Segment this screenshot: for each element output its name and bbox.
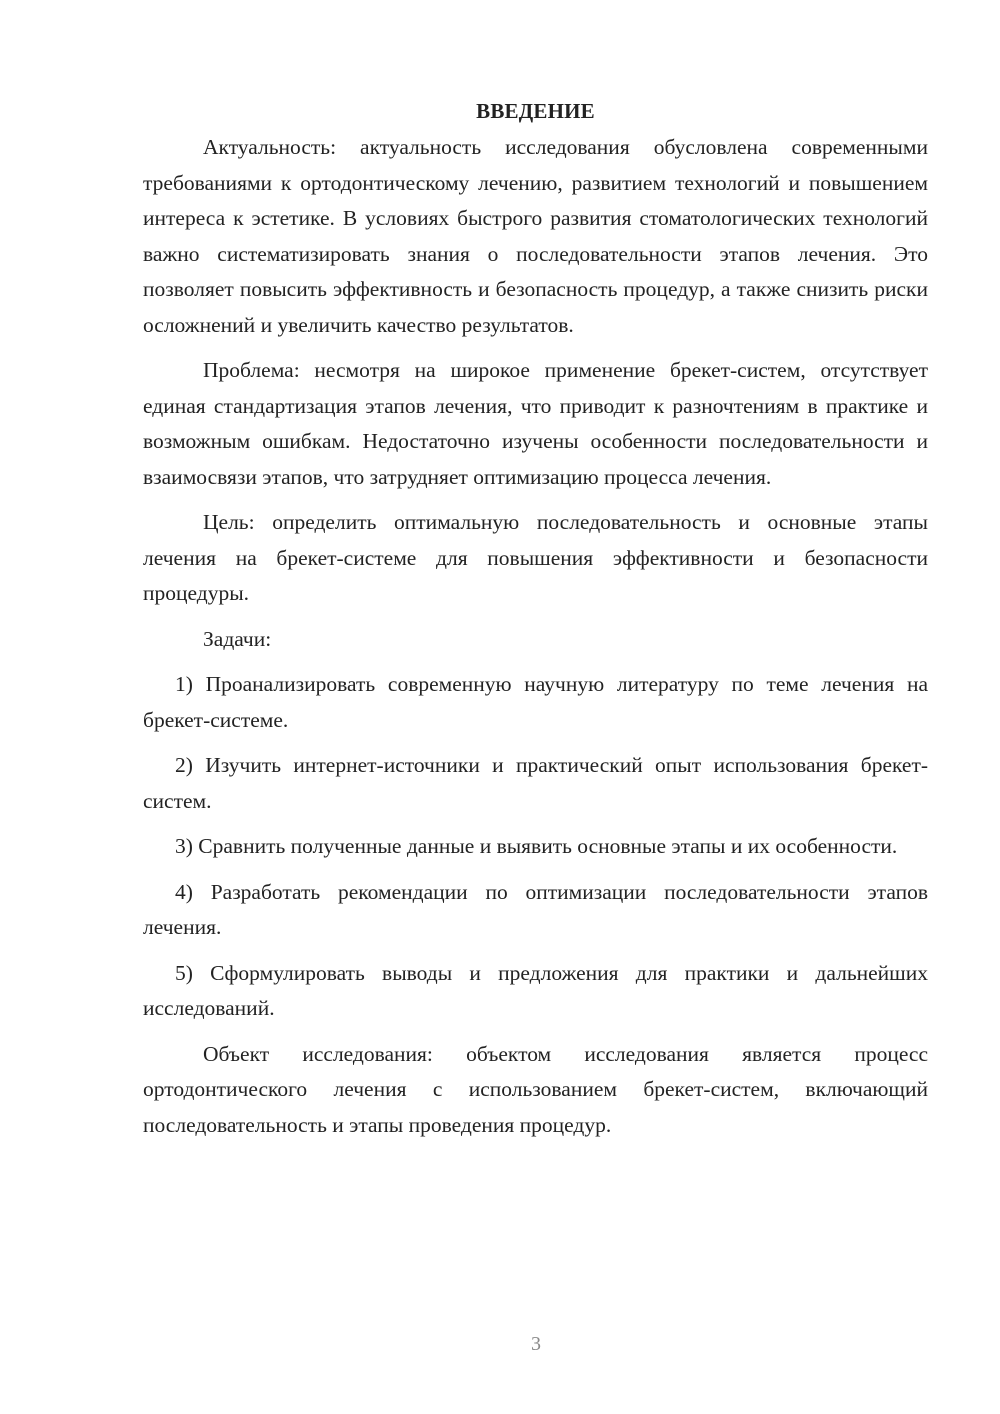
task-item-4: 4) Разработать рекомендации по оптимизации последовательности этапов лечения. xyxy=(143,879,928,939)
page-title: ВВЕДЕНИЕ xyxy=(476,99,595,123)
object-paragraph: Объект исследования: объектом исследования является процесс ортодонтического лечения с использованием брекет-систем, включающий последовательность и этапы проведения процедур. xyxy=(143,1041,928,1137)
document-page xyxy=(143,96,928,1153)
goal-paragraph: Цель: определить оптимальную последовательность и основные этапы лечения на брекет-системе для повышения эффективности и безопасности процедуры. xyxy=(143,510,928,605)
problem-paragraph: Проблема: несмотря на широкое применение брекет-систем, отсутствует единая стандартизация этапов лечения, что приводит к разночтениям в практике и возможным ошибкам. Недостаточно изучены особенности последовательности и взаимосвязи этапов, что затрудняет оптимизацию процесса лечения. xyxy=(143,358,928,489)
task-item-2: 2) Изучить интернет-источники и практический опыт использования брекет-систем. xyxy=(143,753,928,813)
task-item-5: 5) Сформулировать выводы и предложения для практики и дальнейших исследований. xyxy=(143,960,928,1020)
task-item-3: 3) Сравнить полученные данные и выявить основные этапы и их особенности. xyxy=(175,834,898,858)
task-item-1: 1) Проанализировать современную научную литературу по теме лечения на брекет-системе. xyxy=(143,672,928,732)
page-number: 3 xyxy=(531,1333,541,1355)
relevance-paragraph: Актуальность: актуальность исследования обусловлена современными требованиями к ортодонтическому лечению, развитием технологий и повышением интереса к эстетике. В условиях быстрого развития стоматологических технологий важно систематизировать знания о последовательности этапов лечения. Это позволяет повысить эффективность и безопасность процедур, а также снизить риски осложнений и увеличить качество результатов. xyxy=(143,135,928,337)
tasks-label: Задачи: xyxy=(203,626,272,651)
